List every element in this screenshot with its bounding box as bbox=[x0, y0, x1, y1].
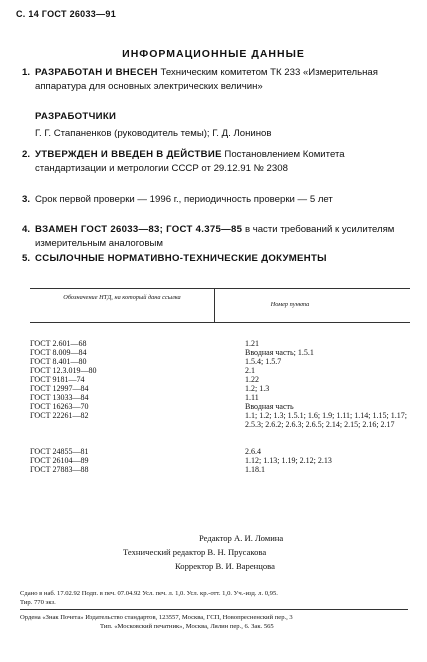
table-top-rule bbox=[30, 288, 410, 289]
imprint-line-3: Ордена «Знак Почета» Издательство стандартов, 123557, Москва, ГСП, Новопресненский пер., 3 bbox=[20, 614, 293, 621]
table-cell-clause: 1.2; 1.3 bbox=[245, 384, 270, 393]
section-1-number: 1. bbox=[22, 67, 31, 78]
table-cell-document: ГОСТ 26104—89 bbox=[30, 456, 89, 465]
table-cell-document: ГОСТ 9181—74 bbox=[30, 375, 85, 384]
section-2-lead: УТВЕРЖДЕН И ВВЕДЕН В ДЕЙСТВИЕ bbox=[35, 149, 222, 160]
table-header-rule bbox=[30, 322, 410, 323]
section-4 bbox=[22, 223, 410, 251]
section-2 bbox=[22, 148, 410, 176]
table-cell-clause: Вводная часть; 1.5.1 bbox=[245, 348, 314, 357]
table-cell-document: ГОСТ 22261—82 bbox=[30, 411, 89, 420]
table-cell-clause: 1.18.1 bbox=[245, 465, 265, 474]
table-cell-clause: 2.1 bbox=[245, 366, 255, 375]
table-cell-clause: 1.1; 1.2; 1.3; 1.5.1; 1.6; 1.9; 1.11; 1.14; 1.15; 1.17; 2.5.3; 2.6.2; 2.6.3; 2.6.5; 2.14; 2.15; 2.16; 2.17 bbox=[245, 411, 407, 429]
section-5 bbox=[22, 252, 410, 266]
developers-list: Г. Г. Стапаненков (руководитель темы); Г. Д. Лонинов bbox=[35, 128, 272, 139]
table-col1-header: Обозначение НТД, на который дана ссылка bbox=[63, 294, 181, 301]
table-cell-clause: 1.22 bbox=[245, 375, 259, 384]
corrector-credit: Корректор В. И. Варенцова bbox=[175, 561, 275, 571]
section-2-text: Постановлением Комитета стандартизации и метрологии СССР от 29.12.91 № 2308 bbox=[35, 149, 345, 174]
table-cell-document: ГОСТ 24855—81 bbox=[30, 447, 89, 456]
table-cell-clause: 1.5.4; 1.5.7 bbox=[245, 357, 282, 366]
section-1-lead: РАЗРАБОТАН И ВНЕСЕН bbox=[35, 67, 158, 78]
table-cell-document: ГОСТ 12997—84 bbox=[30, 384, 89, 393]
section-3-number: 3. bbox=[22, 194, 31, 205]
editor-credit: Редактор А. И. Ломина bbox=[199, 533, 284, 543]
table-cell-document: ГОСТ 27883—88 bbox=[30, 465, 89, 474]
table-cell-document: ГОСТ 13033—84 bbox=[30, 393, 89, 402]
table-col2-header: Номер пункта bbox=[270, 301, 310, 308]
tech-editor-credit: Технический редактор В. Н. Прусакова bbox=[123, 547, 267, 557]
page-title: ИНФОРМАЦИОННЫЕ ДАННЫЕ bbox=[122, 48, 305, 60]
table-cell-clause: Вводная часть bbox=[245, 402, 294, 411]
table-cell-document: ГОСТ 2.601—68 bbox=[30, 339, 87, 348]
table-cell-clause: 2.6.4 bbox=[245, 447, 261, 456]
section-5-number: 5. bbox=[22, 253, 31, 264]
section-2-number: 2. bbox=[22, 149, 31, 160]
table-cell-document: ГОСТ 12.3.019—80 bbox=[30, 366, 97, 375]
section-4-number: 4. bbox=[22, 224, 31, 235]
table-cell-clause: 1.11 bbox=[245, 393, 259, 402]
section-4-text: в части требований к усилителям измерительным аналоговым bbox=[35, 224, 395, 249]
section-4-lead: ВЗАМЕН ГОСТ 26033—83; ГОСТ 4.375—85 bbox=[35, 224, 243, 235]
section-1 bbox=[22, 66, 410, 94]
imprint-line-4: Тип. «Московский печатник», Москва, Лялин пер., 6. Зак. 565 bbox=[100, 623, 274, 630]
table-cell-clause: 1.12; 1.13; 1.19; 2.12; 2.13 bbox=[245, 456, 332, 465]
imprint-line-2: Тир. 770 экз. bbox=[20, 599, 56, 606]
table-cell-clause: 1.21 bbox=[245, 339, 259, 348]
imprint-rule bbox=[20, 609, 408, 610]
developers-heading: РАЗРАБОТЧИКИ bbox=[35, 111, 117, 122]
page-header: С. 14 ГОСТ 26033—91 bbox=[16, 9, 117, 19]
section-3-text: Срок первой проверки — 1996 г., периодичность проверки — 5 лет bbox=[35, 194, 333, 205]
section-5-lead: ССЫЛОЧНЫЕ НОРМАТИВНО-ТЕХНИЧЕСКИЕ ДОКУМЕНТЫ bbox=[35, 253, 327, 264]
section-1-text: Техническим комитетом ТК 233 «Измерительная аппаратура для основных электрических величин» bbox=[35, 67, 378, 92]
table-cell-document: ГОСТ 8.009—84 bbox=[30, 348, 87, 357]
section-3 bbox=[22, 193, 410, 207]
imprint-line-1: Сдано в наб. 17.02.92 Подп. в печ. 07.04.92 Усл. печ. л. 1,0. Усл. кр.-отт. 1,0. Уч.-изд. л. 0,95. bbox=[20, 590, 278, 597]
table-cell-document: ГОСТ 8.401—80 bbox=[30, 357, 87, 366]
table-cell-document: ГОСТ 16263—70 bbox=[30, 402, 89, 411]
table-column-divider bbox=[214, 288, 215, 322]
